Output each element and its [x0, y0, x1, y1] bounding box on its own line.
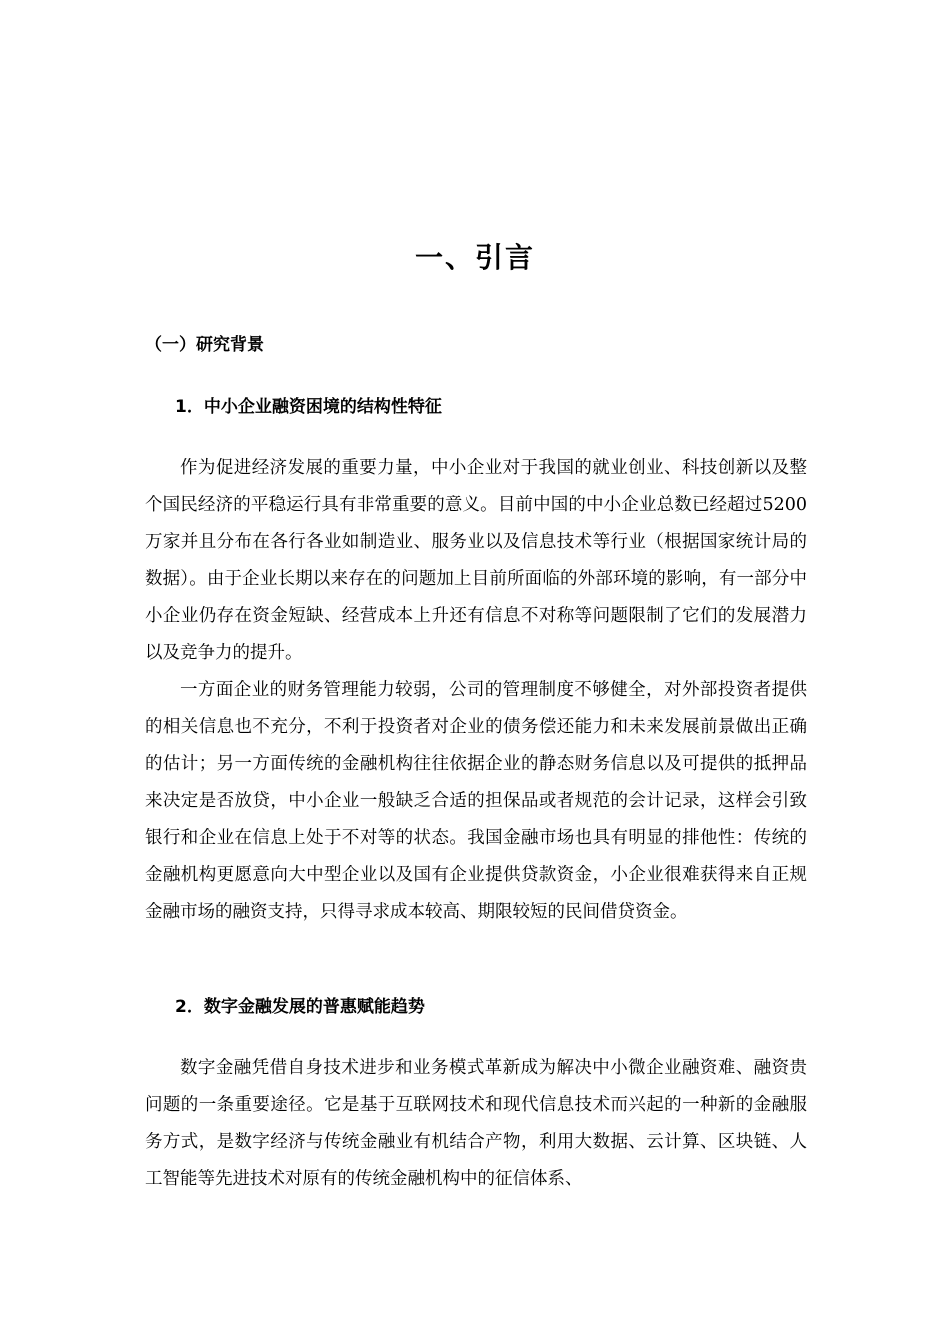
- subsection-body: [145, 1050, 807, 1198]
- section-heading: （一）研究背景: [145, 335, 264, 355]
- paragraph: 作为促进经济发展的重要力量，中小企业对于我国的就业创业、科技创新以及整个国民经济的平稳运行具有非常重要的意义。目前中国的中小企业总数已经超过5200万家并且分布在各行各业如制造业、服务业以及信息技术等行业（根据国家统计局的数据）。由于企业长期以来存在的问题加上目前所面临的外部环境的影响，有一部分中小企业仍存在资金短缺、经营成本上升还有信息不对称等问题限制了它们的发展潜力以及竞争力的提升。: [145, 458, 807, 663]
- paragraph: 数字金融凭借自身技术进步和业务模式革新成为解决中小微企业融资难、融资贵问题的一条重要途径。它是基于互联网技术和现代信息技术而兴起的一种新的金融服务方式，是数字经济与传统金融业有机结合产物，利用大数据、云计算、区块链、人工智能等先进技术对原有的传统金融机构中的征信体系、: [145, 1058, 807, 1189]
- paragraph: 一方面企业的财务管理能力较弱，公司的管理制度不够健全，对外部投资者提供的相关信息也不充分，不利于投资者对企业的债务偿还能力和未来发展前景做出正确的估计；另一方面传统的金融机构往往依据企业的静态财务信息以及可提供的抵押品来决定是否放贷，中小企业一般缺乏合适的担保品或者规范的会计记录，这样会引致银行和企业在信息上处于不对等的状态。我国金融市场也具有明显的排他性：传统的金融机构更愿意向大中型企业以及国有企业提供贷款资金，小企业很难获得来自正规金融市场的融资支持，只得寻求成本较高、期限较短的民间借贷资金。: [145, 680, 807, 922]
- subsection-heading: 1．中小企业融资困境的结构性特征: [175, 397, 442, 417]
- subsection-heading: 2．数字金融发展的普惠赋能趋势: [175, 997, 425, 1017]
- subsection-body: [145, 450, 807, 931]
- page-title: 一、引言: [414, 241, 535, 274]
